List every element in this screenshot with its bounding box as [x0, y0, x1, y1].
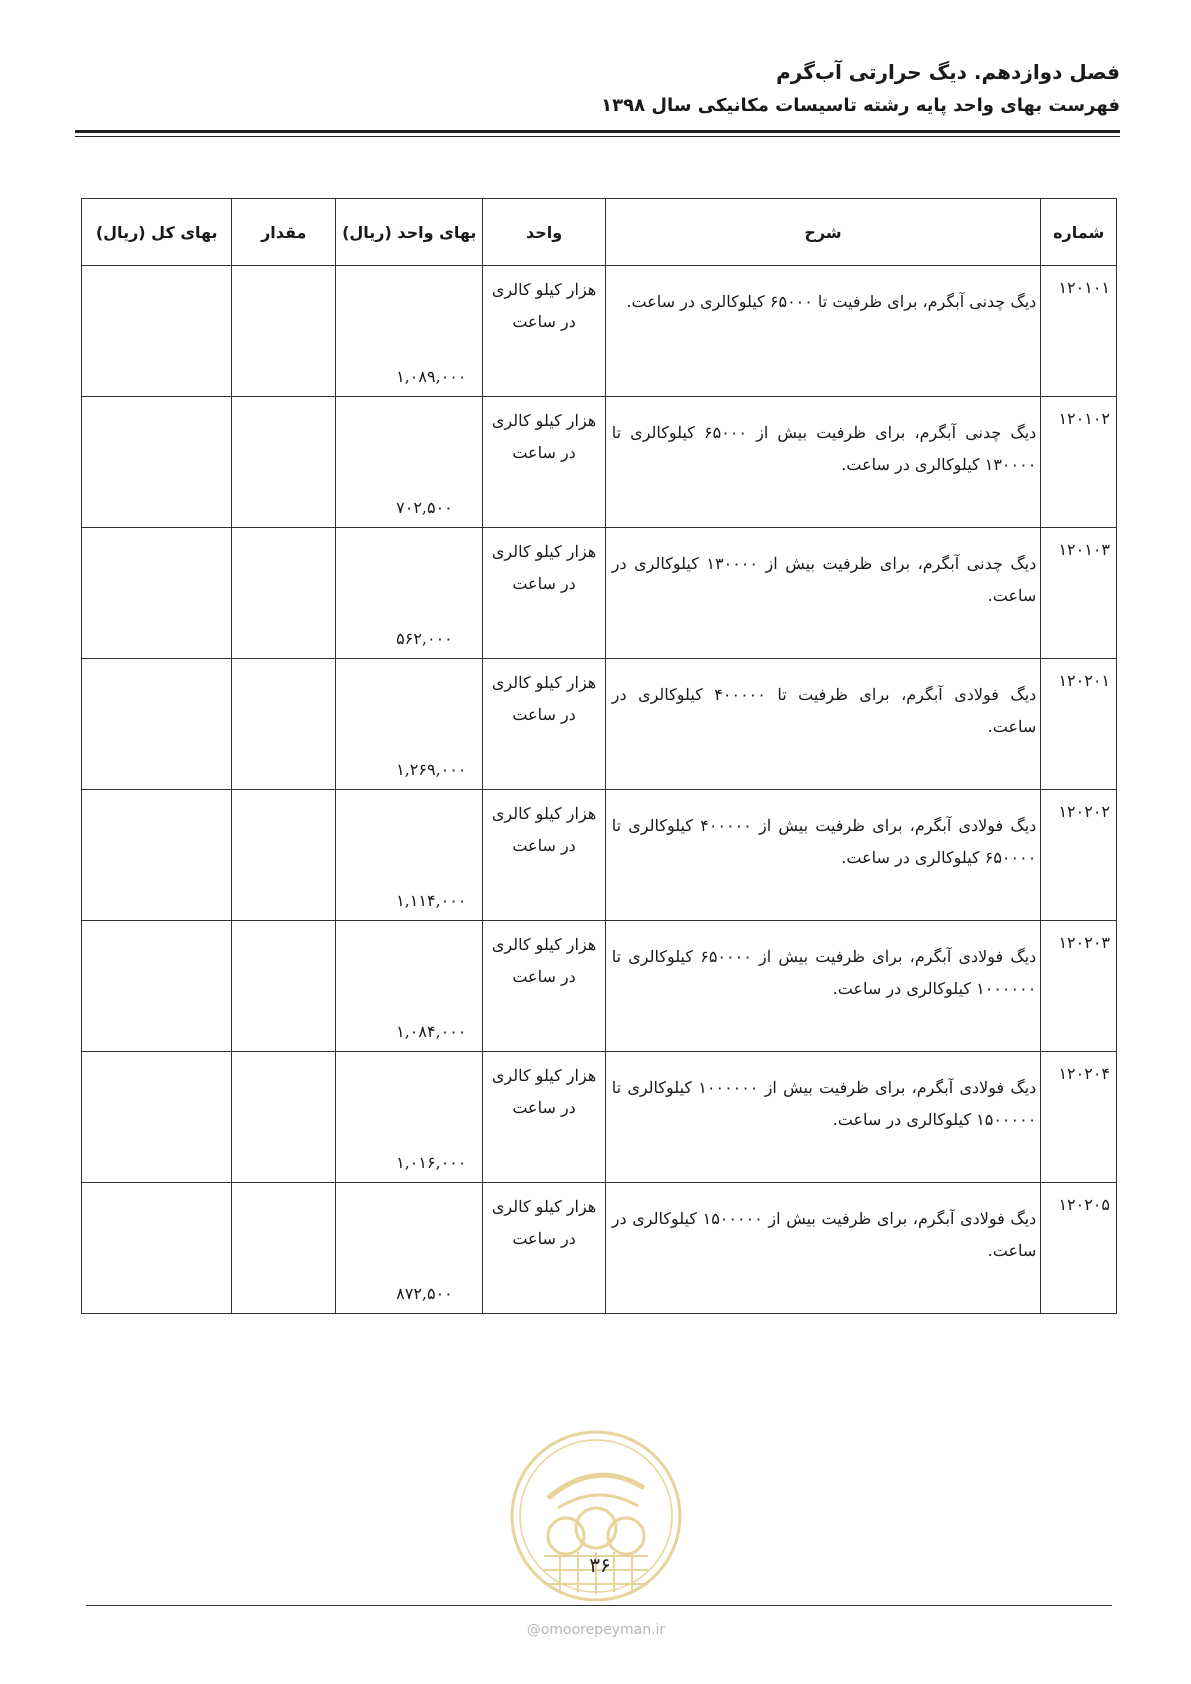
item-number: ۱۲۰۲۰۵: [1041, 1183, 1117, 1314]
item-total-price: [82, 528, 232, 659]
item-unit: هزار کیلو کالری در ساعت: [483, 528, 605, 659]
item-number: ۱۲۰۲۰۴: [1041, 1052, 1117, 1183]
watermark-text: @omoorepeyman.ir: [526, 1622, 666, 1638]
table-header-row: [82, 199, 1117, 266]
header-rule-thick: [75, 130, 1120, 133]
item-unit-price: ۱,۰۸۹,۰۰۰: [336, 266, 483, 397]
footer-rule: [86, 1605, 1112, 1606]
item-description: دیگ فولادی آبگرم، برای ظرفیت تا ۴۰۰۰۰۰ کیلوکالری در ساعت.: [605, 659, 1041, 790]
item-description: دیگ فولادی آبگرم، برای ظرفیت بیش از ۱۵۰۰۰۰۰ کیلوکالری در ساعت.: [605, 1183, 1041, 1314]
item-quantity: [232, 266, 336, 397]
column-header-quantity: مقدار: [232, 199, 336, 266]
table-row: [82, 1052, 1117, 1183]
item-number: ۱۲۰۱۰۲: [1041, 397, 1117, 528]
column-header-unit-price: بهای واحد (ریال): [336, 199, 483, 266]
watermark-seal-icon: [508, 1428, 684, 1604]
item-unit: هزار کیلو کالری در ساعت: [483, 1052, 605, 1183]
table-row: [82, 1183, 1117, 1314]
item-unit: هزار کیلو کالری در ساعت: [483, 1183, 605, 1314]
chapter-title: فصل دوازدهم. دیگ حرارتی آب‌گرم: [776, 60, 1120, 84]
table-row: [82, 790, 1117, 921]
item-quantity: [232, 397, 336, 528]
item-unit: هزار کیلو کالری در ساعت: [483, 790, 605, 921]
item-description: دیگ چدنی آبگرم، برای ظرفیت بیش از ۶۵۰۰۰ کیلوکالری تا ۱۳۰۰۰۰ کیلوکالری در ساعت.: [605, 397, 1041, 528]
table-row: [82, 397, 1117, 528]
item-number: ۱۲۰۲۰۲: [1041, 790, 1117, 921]
item-description: دیگ فولادی آبگرم، برای ظرفیت بیش از ۱۰۰۰۰۰۰ کیلوکالری تا ۱۵۰۰۰۰۰ کیلوکالری در ساعت.: [605, 1052, 1041, 1183]
item-total-price: [82, 397, 232, 528]
item-total-price: [82, 921, 232, 1052]
item-total-price: [82, 659, 232, 790]
item-unit-price: ۱,۱۱۴,۰۰۰: [336, 790, 483, 921]
item-total-price: [82, 1183, 232, 1314]
table-row: [82, 921, 1117, 1052]
column-header-total-price: بهای کل (ریال): [82, 199, 232, 266]
item-unit-price: ۸۷۲,۵۰۰: [336, 1183, 483, 1314]
item-quantity: [232, 1183, 336, 1314]
list-title: فهرست بهای واحد پایه رشته تاسیسات مکانیکی سال ۱۳۹۸: [601, 95, 1120, 116]
page-number: ۳۶: [589, 1553, 611, 1577]
item-description: دیگ چدنی آبگرم، برای ظرفیت تا ۶۵۰۰۰ کیلوکالری در ساعت.: [605, 266, 1041, 397]
item-unit-price: ۱,۰۸۴,۰۰۰: [336, 921, 483, 1052]
item-unit: هزار کیلو کالری در ساعت: [483, 921, 605, 1052]
item-total-price: [82, 790, 232, 921]
page-header: [75, 58, 1120, 120]
table-row: [82, 659, 1117, 790]
column-header-unit: واحد: [483, 199, 605, 266]
item-quantity: [232, 921, 336, 1052]
item-quantity: [232, 659, 336, 790]
item-number: ۱۲۰۱۰۳: [1041, 528, 1117, 659]
table-row: [82, 528, 1117, 659]
item-unit: هزار کیلو کالری در ساعت: [483, 397, 605, 528]
item-unit: هزار کیلو کالری در ساعت: [483, 266, 605, 397]
table-row: [82, 266, 1117, 397]
item-total-price: [82, 266, 232, 397]
item-unit-price: ۵۶۲,۰۰۰: [336, 528, 483, 659]
column-header-number: شماره: [1041, 199, 1117, 266]
column-header-description: شرح: [605, 199, 1041, 266]
item-number: ۱۲۰۱۰۱: [1041, 266, 1117, 397]
item-unit-price: ۷۰۲,۵۰۰: [336, 397, 483, 528]
price-table: [81, 198, 1117, 1314]
item-number: ۱۲۰۲۰۱: [1041, 659, 1117, 790]
item-description: دیگ فولادی آبگرم، برای ظرفیت بیش از ۶۵۰۰۰۰ کیلوکالری تا ۱۰۰۰۰۰۰ کیلوکالری در ساعت.: [605, 921, 1041, 1052]
item-number: ۱۲۰۲۰۳: [1041, 921, 1117, 1052]
item-unit: هزار کیلو کالری در ساعت: [483, 659, 605, 790]
item-description: دیگ چدنی آبگرم، برای ظرفیت بیش از ۱۳۰۰۰۰ کیلوکالری در ساعت.: [605, 528, 1041, 659]
item-quantity: [232, 528, 336, 659]
item-unit-price: ۱,۲۶۹,۰۰۰: [336, 659, 483, 790]
header-rule-thin: [75, 136, 1120, 137]
item-quantity: [232, 790, 336, 921]
item-description: دیگ فولادی آبگرم، برای ظرفیت بیش از ۴۰۰۰۰۰ کیلوکالری تا ۶۵۰۰۰۰ کیلوکالری در ساعت.: [605, 790, 1041, 921]
item-total-price: [82, 1052, 232, 1183]
item-quantity: [232, 1052, 336, 1183]
item-unit-price: ۱,۰۱۶,۰۰۰: [336, 1052, 483, 1183]
